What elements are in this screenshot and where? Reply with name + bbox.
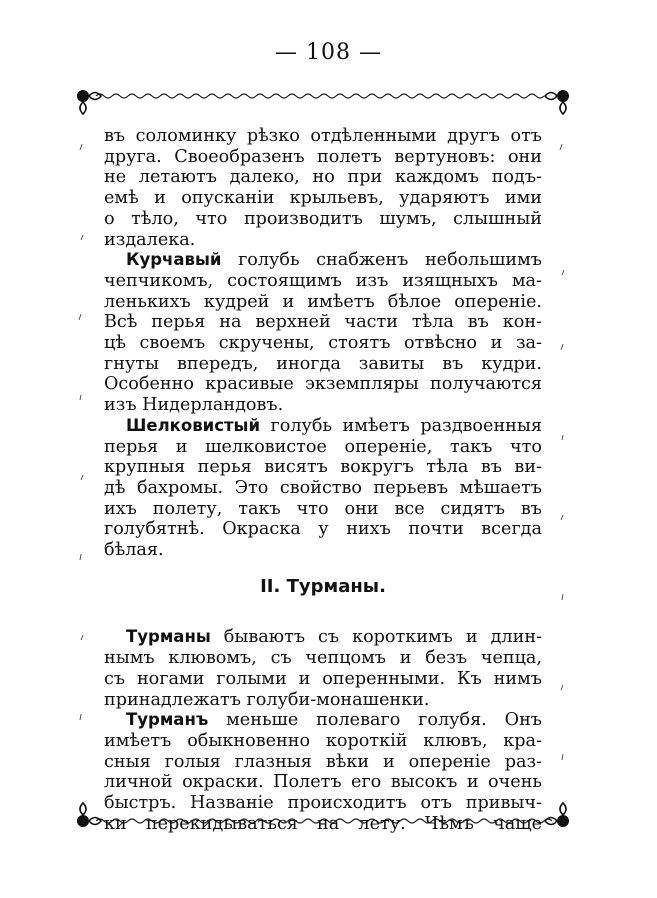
text-line: не летаютъ далеко, но при каждомъ подъ- [104, 167, 542, 188]
term-kurchavy: Курчавый [126, 250, 222, 270]
right-side-marks [560, 144, 564, 760]
text-line: ленькихъ кудрей и имѣетъ бѣлое оперенiе. [104, 291, 542, 312]
text-line: ихъ полету, такъ что они все сидятъ въ [104, 498, 542, 519]
text-line: о тѣло, что производитъ шумъ, слышный [104, 208, 542, 229]
top-border-wave [96, 94, 544, 98]
text-line: дѣ бахромы. Это свойство перьевъ мѣшаетъ [104, 477, 542, 498]
text-line: имѣетъ обыкновенно короткiй клювъ, кра- [104, 730, 542, 751]
text-line: гнуты впередъ, иногда завиты въ кудри. [104, 353, 542, 374]
text-fragment: бываютъ съ короткимъ и длин- [223, 627, 543, 648]
text-line: Особенно красивые экземпляры получаются [104, 374, 542, 395]
text-line: изъ Нидерландовъ. [104, 395, 284, 416]
text-fragment: голубь снабженъ небольшимъ [238, 250, 542, 271]
paragraph-first-line [104, 627, 542, 648]
corner-ornament-bottom-left [77, 803, 101, 827]
text-line: сныя голыя глазныя вѣки и оперенiе раз- [104, 751, 542, 772]
term-shelkovisty: Шелковистый [126, 415, 261, 435]
text-line: нымъ клювомъ, съ чепцомъ и безъ чепца, [104, 648, 542, 669]
text-line: личной окраски. Полетъ его высокъ и очень [104, 772, 542, 793]
corner-ornament-top-right [545, 90, 569, 114]
text-line: принадлежатъ голуби-монашенки. [104, 689, 430, 710]
text-line: въ соломинку рѣзко отдѣленными другъ отъ [104, 126, 542, 146]
text-line: быстръ. Названiе происходитъ отъ привыч- [104, 793, 542, 814]
paragraph-first-line [104, 710, 542, 731]
term-turmany: Турманы [126, 627, 211, 647]
page-text [104, 126, 542, 835]
left-side-marks [79, 144, 83, 720]
text-line: перья и шелковистое оперенiе, такъ что [104, 436, 542, 457]
paragraph-first-line [104, 250, 542, 271]
text-line: голубятнѣ. Окраска у нихъ почти всегда [104, 519, 542, 540]
term-turman: Турманъ [126, 710, 209, 730]
text-fragment: голубь имѣетъ раздвоенныя [270, 415, 542, 436]
text-line: бѣлая. [104, 540, 164, 561]
text-line: емѣ и опусканiи крыльевъ, ударяютъ ими [104, 188, 542, 209]
corner-ornament-top-left [77, 90, 101, 114]
text-line: чепчикомъ, состоящимъ изъ изящныхъ ма- [104, 270, 542, 291]
text-line: Всѣ перья на верхней части тѣла въ кон- [104, 312, 542, 333]
text-line: крупныя перья висятъ вокругъ тѣла въ ви- [104, 457, 542, 478]
text-fragment: меньше полеваго голубя. Онъ [226, 710, 542, 731]
text-line: цѣ своемъ скручены, стоятъ отвѣсно и за- [104, 333, 542, 354]
section-heading: II. Турманы. [260, 575, 386, 597]
corner-ornament-bottom-right [545, 803, 569, 827]
paragraph-first-line [104, 416, 542, 437]
text-line: издалека. [104, 229, 196, 250]
text-line: ки перекидываться на лету. Чѣмъ чаще [104, 813, 542, 834]
text-line: съ ногами голыми и оперенными. Къ нимъ [104, 668, 542, 689]
text-line: друга. Своеобразенъ полетъ вертуновъ: они [104, 146, 542, 167]
page-number: — 108 — [275, 40, 382, 65]
